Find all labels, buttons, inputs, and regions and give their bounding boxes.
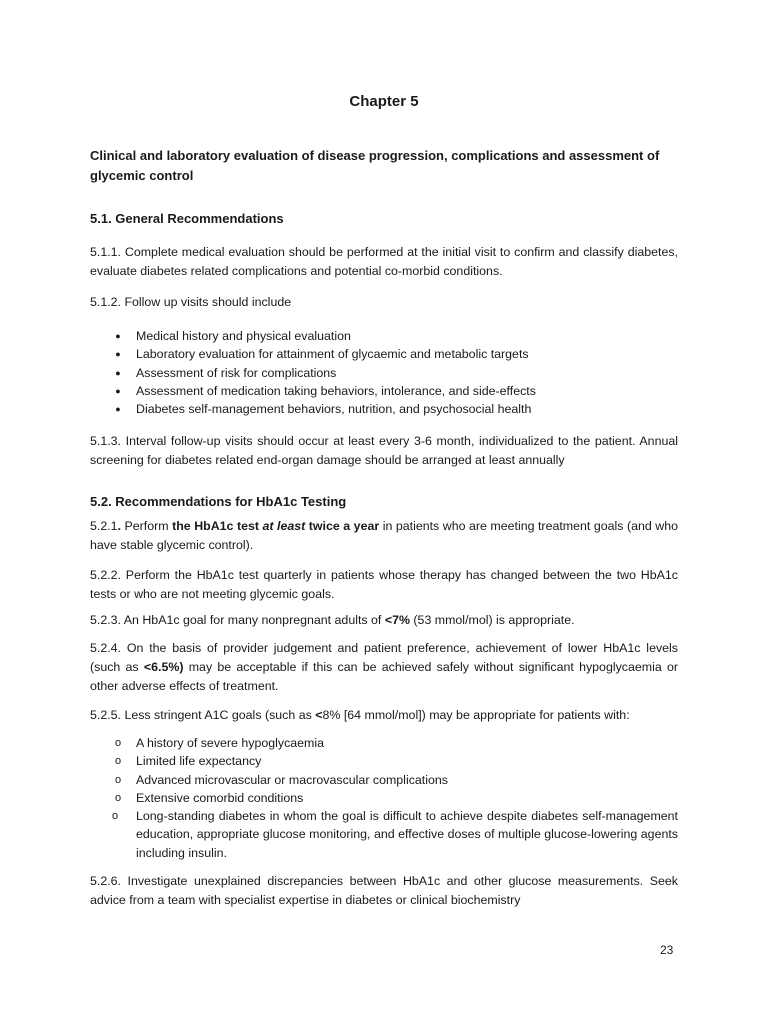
list-item: [90, 327, 678, 345]
bullet-circle-icon: o: [114, 737, 122, 749]
chapter-heading: Chapter 5: [349, 93, 419, 110]
list-item-text: Advanced microvascular or macrovascular complications: [136, 772, 448, 787]
list-item: [90, 400, 678, 418]
list-item-text: Extensive comorbid conditions: [136, 790, 304, 805]
section-5-2-heading: 5.2. Recommendations for HbA1c Testing: [90, 494, 347, 509]
paragraph-5-2-6: 5.2.6. Investigate unexplained discrepancies between HbA1c and other glucose measurements. Seek advice from a team with specialist expertise in diabetes or clinical biochemistry: [90, 874, 678, 907]
paragraph-5-2-2: 5.2.2. Perform the HbA1c test quarterly in patients whose therapy has changed between the two HbA1c tests or who are not meeting glycemic goals.: [90, 568, 678, 601]
list-item-text: Limited life expectancy: [136, 754, 262, 769]
bullet-dot-icon: ●: [115, 404, 121, 415]
follow-up-list: [90, 327, 678, 418]
paragraph-5-2-1: 5.2.1. Perform the HbA1c test at least twice a year in patients who are meeting treatment goals (and who have stable glycemic control).: [90, 519, 679, 552]
list-item-text: Assessment of medication taking behaviors, intolerance, and side-effects: [136, 383, 536, 398]
bullet-dot-icon: ●: [115, 367, 121, 378]
list-item: [90, 734, 678, 752]
list-item-text: Diabetes self-management behaviors, nutrition, and psychosocial health: [136, 402, 532, 417]
list-item: [90, 364, 678, 382]
bullet-dot-icon: ●: [115, 385, 121, 396]
bullet-circle-icon: o: [114, 791, 122, 804]
list-item-text: Laboratory evaluation for attainment of glycaemic and metabolic targets: [136, 347, 529, 362]
list-item-text: Long-standing diabetes in whom the goal is difficult to achieve despite diabetes self-management education, appropriate glucose monitoring, and effective doses of multiple glucose-lowering agents including insulin.: [136, 809, 678, 860]
paragraph-5-2-3: 5.2.3. An HbA1c goal for many nonpregnant adults of <7% (53 mmol/mol) is appropriate.: [90, 613, 575, 627]
list-item: [90, 345, 678, 363]
list-item-text: Assessment of risk for complications: [136, 365, 337, 380]
bullet-circle-icon: o: [114, 755, 122, 768]
bullet-circle-icon: o: [112, 810, 119, 823]
paragraph-5-2-4: 5.2.4. On the basis of provider judgement and patient preference, achievement of lower HbA1c levels (such as <6.5%) may be acceptable if this can be achieved safely without significant hypoglycaemia or other adverse effects of treatment.: [90, 641, 678, 693]
less-stringent-list: [90, 734, 678, 862]
bullet-circle-icon: o: [114, 773, 122, 786]
paragraph-5-1-1: 5.1.1. Complete medical evaluation should be performed at the initial visit to confirm and classify diabetes, evaluate diabetes related complications and potential co-morbid conditions.: [90, 245, 678, 278]
paragraph-5-1-2: 5.1.2. Follow up visits should include: [90, 295, 292, 309]
list-item-text: A history of severe hypoglycaemia: [136, 736, 325, 750]
section-5-1-heading: 5.1. General Recommendations: [90, 211, 284, 226]
list-item: [90, 382, 678, 400]
page-number: 23: [660, 943, 674, 957]
document-title: Clinical and laboratory evaluation of disease progression, complications and assessment of glycemic control: [90, 148, 660, 183]
list-item: [90, 789, 678, 807]
paragraph-5-2-5: 5.2.5. Less stringent A1C goals (such as <8% [64 mmol/mol]) may be appropriate for patients with:: [90, 708, 630, 722]
list-item-text: Medical history and physical evaluation: [136, 329, 351, 343]
bullet-dot-icon: ●: [115, 349, 121, 360]
list-item: [90, 807, 678, 862]
list-item: [90, 771, 678, 789]
paragraph-5-1-3: 5.1.3. Interval follow-up visits should occur at least every 3-6 month, individualized to the patient. Annual screening for diabetes related end-organ damage should be arranged at least annually: [90, 434, 678, 467]
list-item: [90, 752, 678, 770]
bullet-dot-icon: ●: [115, 331, 121, 341]
